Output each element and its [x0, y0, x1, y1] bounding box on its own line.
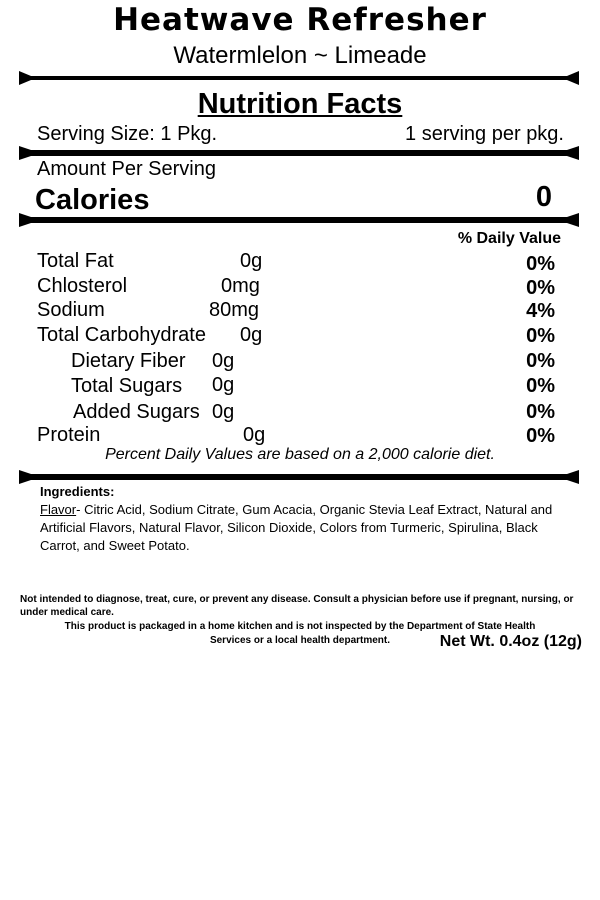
nutrient-amount: 0g — [243, 424, 266, 446]
nutrient-amount: 0g — [212, 374, 235, 396]
nutrient-amount: 80mg — [209, 299, 260, 321]
nutrient-name: Total Sugars — [71, 375, 183, 397]
nutrient-amount: 0g — [212, 401, 235, 423]
divider-rule — [19, 71, 579, 85]
nutrition-facts-title: Nutrition Facts — [197, 88, 403, 120]
nutrient-name: Added Sugars — [73, 401, 200, 423]
nutrient-daily-value: 0% — [526, 350, 555, 372]
nutrient-daily-value: 0% — [526, 253, 555, 275]
product-title: Heatwave Refresher — [113, 2, 487, 38]
nutrient-daily-value: 4% — [526, 300, 555, 322]
home-kitchen-notice-line: This product is packaged in a home kitchen and is not inspected by the Department of State Health — [64, 621, 536, 632]
daily-value-header: % Daily Value — [457, 230, 561, 247]
daily-value-footnote: Percent Daily Values are based on a 2,000 calorie diet. — [105, 446, 495, 463]
divider-rule — [19, 470, 579, 484]
net-weight: Net Wt. 0.4oz (12g) — [439, 633, 582, 650]
ingredients-text: - Citric Acid, Sodium Citrate, Gum Acacia, Organic Stevia Leaf Extract, Natural and Artificial Flavors, Natural Flavor, Silicon Dioxide, Colors from Turmeric, Spirulina, Black Carrot, and Sweet Potato. — [40, 502, 553, 553]
ingredients-list — [40, 501, 560, 555]
nutrient-daily-value: 0% — [526, 425, 555, 447]
nutrient-name: Protein — [37, 424, 101, 446]
divider-rule — [19, 213, 579, 227]
product-flavor: Watermlelon ~ Limeade — [173, 42, 427, 69]
nutrient-daily-value: 0% — [526, 375, 555, 397]
flavor-label: Flavor — [40, 502, 77, 517]
nutrient-amount: 0mg — [221, 275, 260, 297]
nutrient-amount: 0g — [240, 324, 263, 346]
home-kitchen-notice-line: Services or a local health department. — [209, 635, 391, 646]
nutrient-name: Chlosterol — [37, 275, 128, 297]
nutrient-name: Dietary Fiber — [71, 350, 186, 372]
nutrient-daily-value: 0% — [526, 277, 555, 299]
nutrient-name: Sodium — [37, 299, 105, 321]
medical-disclaimer: Not intended to diagnose, treat, cure, or prevent any disease. Consult a physician before use if pregnant, nursing, or under medical care. — [20, 594, 574, 618]
nutrient-daily-value: 0% — [526, 401, 555, 423]
nutrient-name: Total Fat — [37, 250, 114, 272]
serving-size: Serving Size: 1 Pkg. — [37, 123, 218, 145]
nutrient-daily-value: 0% — [526, 325, 555, 347]
calories-value: 0 — [535, 181, 552, 213]
ingredients-heading: Ingredients: — [40, 484, 115, 499]
amount-per-serving: Amount Per Serving — [37, 158, 216, 180]
servings-per-package: 1 serving per pkg. — [405, 123, 564, 145]
nutrient-amount: 0g — [240, 250, 263, 272]
nutrient-amount: 0g — [212, 350, 235, 372]
nutrient-name: Total Carbohydrate — [37, 324, 206, 346]
calories-label: Calories — [35, 184, 150, 216]
